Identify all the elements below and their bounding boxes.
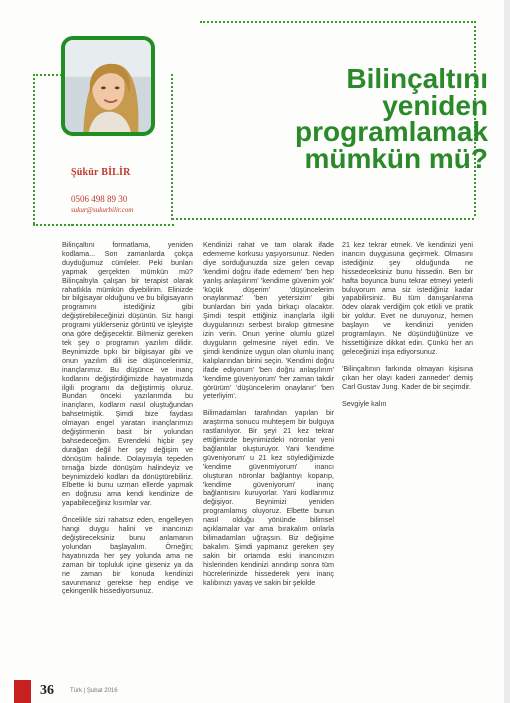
title-line-3: programlamak [295,116,488,147]
dotted-line-under-title [172,218,474,220]
article-column-2 [203,241,334,595]
author-email: sukur@sukurbilir.com [71,206,134,214]
title-line-4: mümkün mü? [304,142,488,174]
paragraph: Bilimadamları tarafından yapılan bir araştırma sonucu muhteşem bir bulguya rastlanılıyor. Bir şeyi 21 kez tekrar ettiğimizde beynimizdeki nöronlar yeni bağlantılar oluşturuyor. Yani 'kendime güveniyorum' u 21 kez söylediğimizde 'kendime güvenmiyorum' inancı oluşturan nöronlar bağlantıyı koparıp, 'kendime güveniyorum' inanç bağlantısını kuruyorlar. Yani kodlarımız değişiyor. Beynimizi yeniden programlamış oluyoruz. Elbette bunun nasıl olduğu yönünde bilimsel açıklamalar var ama bırakalım onlarla bilimadamları uğraşsın. Biz değişime bakalım. Şimdi yapmanız gereken şey sakin bir ortamda eski inancınızın hislerinden kendinizi arındırıp sonra tüm hücrelerinizde hissederek yeni inanç kalıbınızı yavaş ve sakin bir şekilde [203,408,334,587]
footer-issue-text: Türk | Şubat 2016 [70,688,118,694]
paragraph: Sevgiyle kalın [342,398,387,408]
title-line-2: yeniden [382,89,488,121]
author-phone: 0506 498 89 30 [71,194,128,204]
footer-accent-bar [14,680,31,703]
paragraph: Bilinçaltını formatlama, yeniden kodlama... Son zamanlarda çokça duyduğumuz cümleler. Peki bunları yapmak gerçekten mümkün mü? Bilinçaltıyla çalışan bir terapist olarak rahatlıkla mümkün diyebilirim. Elinizde bir bilgisayar olduğunu ve bu bilgisayarın programını istediğiniz gibi değiştirebileceğinizi düşünün. Siz hangi programı yüklerseniz görüntü ve işleyişte ona göre değişecektir. Bilmeniz gereken tek şey o programın yazılım dilidir. Beynimizde tıpkı bir bilgisayar gibi ve onun yazılım dili ise düşüncelerimiz, inançlarımız. Bu düşünce ve inanç kodlarını değiştirdiğimizde hayatımızda ilgili programı da değiştirmiş oluruz. Bundan önceki yazılarımda bu inançların, kodların nasıl oluştuğundan bahsetmiştik. Şimdi bize faydası olmayan engel yaratan inançlarımızı değiştirmenin basit bir yolundan bahsedeceğim. Evrendeki hiçbir şey durağan değil her şey değişim ve dönüşüm halinde. Dolayısıyla tepeden tırnağa bizde dönüşüm halindeyiz ve beynimizdeki kodları da dönüştürebiliriz. Elbette ki bunu uzman ellerde yapmak en doğrusu ama kendi kendinize de yapabileceğiniz kısımlar var. [62,240,193,508]
paragraph: 'Bilinçaltının farkında olmayan kişisına çıkan her olayı kaderi zanneder' demiş Carl Gustav Jung. Kader de bir seçimdir. [342,363,473,391]
dotted-line-under-author [64,224,174,226]
portrait-image [65,40,151,132]
dotted-line-divider-left [171,74,173,220]
article-column-3 [342,241,473,416]
paragraph: 21 kez tekrar etmek. Ve kendinizi yeni inancın duygusuna geçirmek. Olmasını istediğiniz şey olduğunda ne hissedeceksiniz bunu hissedin. Ben bir hafta boyunca bunu tekrar etmeyi yeterli buluyorum ama siz istediğiniz kadar yapabilirsiniz. Bu tüm danışanlarıma ödev olarak verdiğim çok etkili ve pratik bir yoldur. Evet ne duruyoruz, hemen başlayın ve kendinizi yeniden programlayın. Ne düşündüğünüze ve hissettiğinize dikkat edin. Çünkü her an geleceğinizi inşa ediyorsunuz. [342,240,473,356]
author-name: Şükür BİLİR [71,167,131,178]
article-column-1 [62,241,193,604]
paragraph: Öncelikle sizi rahatsız eden, engelleyen hangi duygu halini ve inancınızı değiştireceksiniz bunu anlamanın yolundan başlayalım. Örneğin; hayatınızda her şey yolunda ama ne zaman bir topluluk içine girseniz ya da ne zaman bir konuda kendinizi savunmanız gerekse hep endişe ve çekingenlik hissediyorsunuz. [62,515,193,596]
title-line-1: Bilinçaltını [346,63,488,94]
article-title [228,63,488,174]
author-photo [61,36,155,136]
dotted-line-left [33,74,35,224]
paragraph: Kendinizi rahat ve tam olarak ifade edememe korkusu yaşıyorsunuz. Neden diye sorduğunuzda size gelen cevap 'kendimi doğru ifade edemem' 'ben hep yanlış anlaşılırım' 'kendime güvenim yok' 'küçük düşerim' 'düşüncelerim onaylanmaz' 'ben yetersizim' gibi bunlardan biri yada birkaçı olacaktır. Şimdi tespit ettiğiniz inançlarla ilgili duygularınızı serbest bırakıp gitmesine izin verin. Onun yerine olumlu güzel duyguların gelmesine niyet edin. Ve şimdi kendinize uygun olan olumlu inanç kalıplarından birini seçin. 'Kendimi doğru ifade ediyorum' 'ben doğru anlaşılırım' 'kendime güveniyorum' 'her zaman takdir görürüm' 'düşüncelerim onaylanır' 'ben yeterliyim'. [203,240,334,401]
page-edge [504,0,510,703]
dotted-line-top-right [200,21,476,23]
page-number: 36 [40,683,54,698]
